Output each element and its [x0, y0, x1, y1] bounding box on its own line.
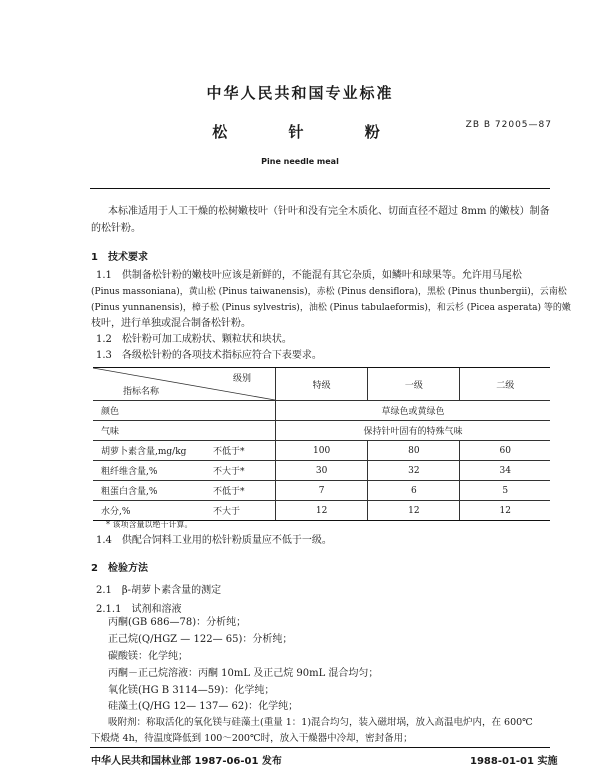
row-name: 胡萝卜素含量,mg/kg [101, 447, 187, 457]
section-1-heading: 1 技术要求 [91, 252, 148, 263]
reagent-line: 碳酸镁：化学纯； [108, 651, 188, 662]
grade-header-first: 一级 [368, 368, 460, 401]
section-2-heading: 2 检验方法 [91, 563, 148, 574]
technical-requirements-table [93, 367, 550, 521]
grade-header-special: 特级 [276, 368, 368, 401]
reagent-line: 下煅烧 4h，待温度降低到 100～200℃时，放入干燥器中冷却，密封备用； [91, 733, 413, 744]
clause-1-1-line-3: (Pinus yunnanensis)，樟子松 (Pinus sylvestris)，油松 (Pinus tabulaeformis)，和云杉 (Picea asperata) 等的嫩 [91, 303, 571, 313]
effective-date: 1988-01-01 实施 [470, 756, 558, 767]
clause-1-2: 1.2 松针粉可加工成粉状、颗粒状和块状。 [96, 334, 292, 345]
table-row [93, 441, 550, 461]
row-requirement: 不低于* [213, 487, 245, 497]
corner-index-label: 指标名称 [123, 387, 160, 397]
english-title: Pine needle meal [261, 157, 339, 166]
issuer-text: 中华人民共和国林业部 1987-06-01 发布 [91, 756, 282, 767]
value-special: 12 [276, 501, 368, 521]
table-header-row [93, 368, 550, 401]
row-name: 粗纤维含量,% [101, 467, 158, 477]
clause-2-1: 2.1 β-胡萝卜素含量的测定 [96, 585, 222, 596]
value-special: 7 [276, 481, 368, 501]
table-row [93, 401, 550, 421]
value-special: 30 [276, 461, 368, 481]
corner-grade-label: 级别 [233, 374, 252, 384]
table-row [93, 501, 550, 521]
table-footnote: * 该项含量以绝干计算。 [106, 520, 193, 529]
row-name: 粗蛋白含量,% [101, 487, 158, 497]
value-first: 12 [368, 501, 460, 521]
row-requirement: 不大于 [213, 507, 241, 517]
footer-rule [90, 747, 550, 748]
clause-1-1-line-1: 1.1 供制备松针粉的嫩枝叶应该是新鲜的，不能混有其它杂质，如鳞叶和球果等。允许用马尾松 [96, 270, 522, 281]
table-row [93, 461, 550, 481]
row-name: 颜色 [93, 401, 276, 421]
value-first: 32 [368, 461, 460, 481]
grade-header-second: 二级 [460, 368, 550, 401]
row-requirement: 不大于* [213, 467, 245, 477]
intro-line-2: 的松针粉。 [91, 223, 141, 234]
reagent-line: 丙酮(GB 686—78)：分析纯； [108, 617, 247, 628]
clause-2-1-1: 2.1.1 试剂和溶液 [96, 604, 182, 615]
corner-header-cell [93, 368, 275, 400]
value-second: 5 [460, 481, 550, 501]
value-second: 12 [460, 501, 550, 521]
row-name: 气味 [93, 421, 276, 441]
intro-line-1: 本标准适用于人工干燥的松树嫩枝叶（针叶和没有完全木质化、切面直径不超过 8mm 的嫩枝）制备 [108, 206, 550, 217]
table-row [93, 421, 550, 441]
value-special: 100 [276, 441, 368, 461]
standard-category: 中华人民共和国专业标准 [206, 84, 394, 102]
reagent-line: 硅藻土(Q/HG 12— 137— 62)：化学纯； [108, 701, 299, 712]
table-row [93, 481, 550, 501]
value-second: 60 [460, 441, 550, 461]
reagent-line: 吸附剂：称取活化的氧化镁与硅藻土(重量 1：1)混合均匀，装入磁坩埚，放入高温电炉内，在 600℃ [108, 717, 533, 728]
merged-value: 保持针叶固有的特殊气味 [276, 421, 551, 441]
clause-1-3: 1.3 各级松针粉的各项技术指标应符合下表要求。 [96, 350, 322, 361]
reagent-line: 丙酮－正己烷溶液：丙酮 10mL 及正己烷 90mL 混合均匀； [108, 668, 379, 679]
value-second: 34 [460, 461, 550, 481]
clause-1-1-line-2: (Pinus massoniana)，黄山松 (Pinus taiwanensis)，赤松 (Pinus densiflora)，黑松 (Pinus thunbergii)，云南松 [91, 287, 567, 297]
clause-1-1-line-4: 枝叶，进行单独或混合制备松针粉。 [91, 318, 251, 329]
row-name: 水分,% [101, 507, 131, 517]
page-title: 松 针 粉 [212, 123, 408, 141]
standard-number: ZB B 72005—87 [465, 120, 552, 130]
reagent-line: 正己烷(Q/HGZ — 122— 65)：分析纯； [108, 634, 293, 645]
header-rule [90, 188, 550, 189]
merged-value: 草绿色或黄绿色 [276, 401, 551, 421]
clause-1-4: 1.4 供配合饲料工业用的松针粉质量应不低于一级。 [96, 535, 332, 546]
reagent-line: 氧化镁(HG B 3114—59)：化学纯； [108, 685, 275, 696]
value-first: 80 [368, 441, 460, 461]
row-requirement: 不低于* [213, 447, 245, 457]
value-first: 6 [368, 481, 460, 501]
